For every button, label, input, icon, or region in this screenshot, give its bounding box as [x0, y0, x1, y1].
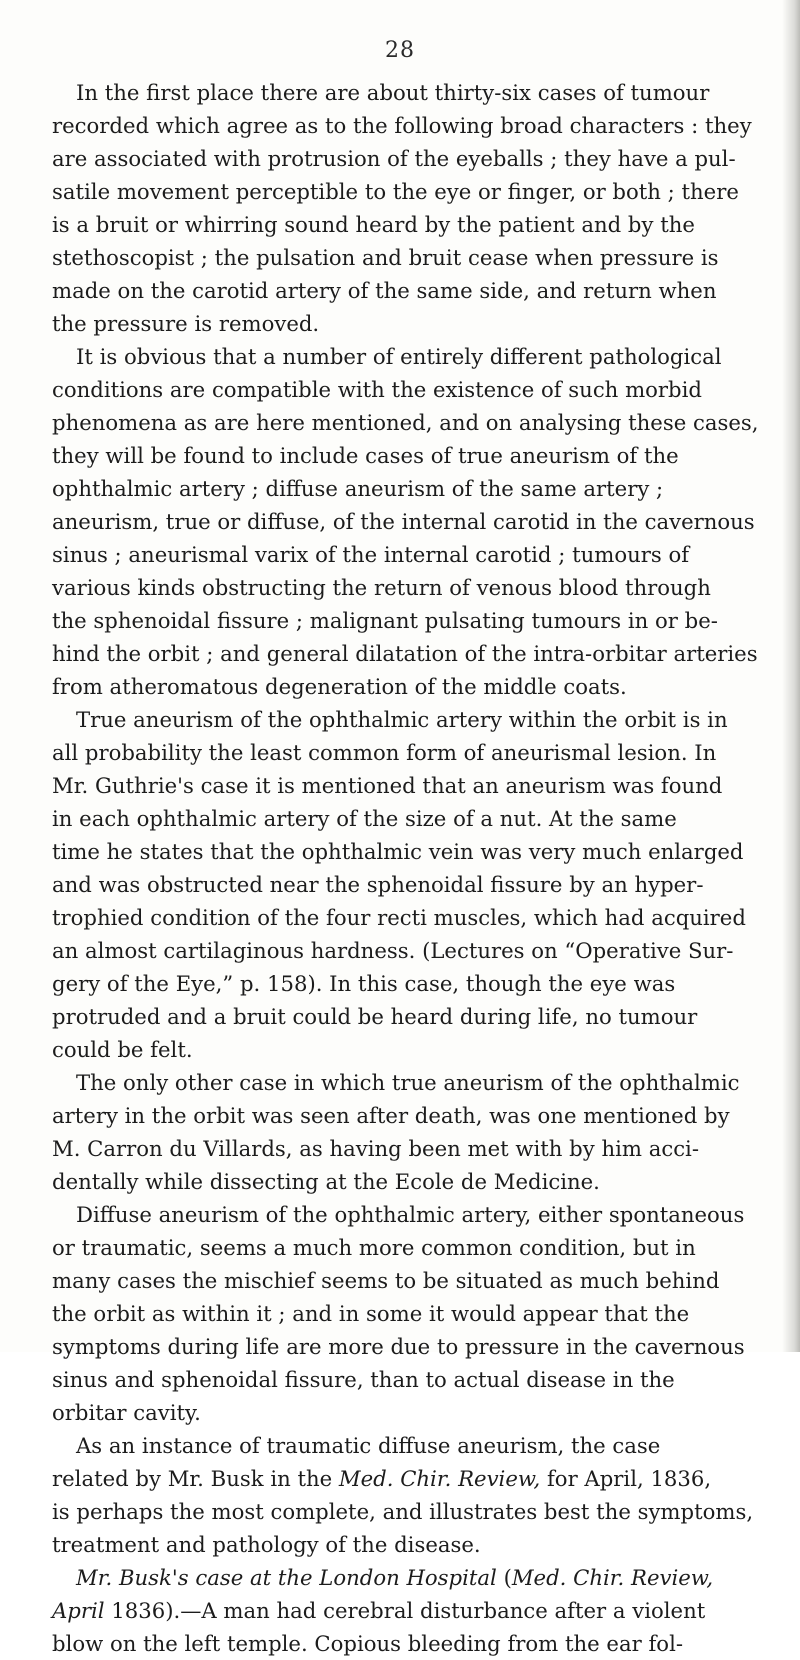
line-text: blow on the left temple. Copious bleeding from the ear fol-: [52, 1631, 684, 1656]
line-text: ophthalmic artery ; diffuse aneurism of the same artery ;: [52, 476, 664, 501]
line-text: could be felt.: [52, 1037, 193, 1062]
text-line: [52, 175, 757, 208]
line-text: recorded which agree as to the following broad characters : they: [52, 113, 752, 138]
text-line: [52, 1132, 757, 1165]
text-line: [52, 1297, 757, 1330]
line-text: sinus ; aneurismal varix of the internal carotid ; tumours of: [52, 542, 690, 567]
line-text: the orbit as within it ; and in some it would appear that the: [52, 1301, 690, 1326]
text-line: [52, 76, 757, 109]
line-text: M. Carron du Villards, as having been met with by him acci-: [52, 1136, 699, 1161]
text-line: [52, 703, 757, 736]
line-text: treatment and pathology of the disease.: [52, 1532, 481, 1557]
italic-text: Med. Chir. Review,: [338, 1466, 541, 1491]
line-text: It is obvious that a number of entirely different pathological: [76, 344, 722, 369]
text-line: [52, 835, 757, 868]
italic-text: Mr. Busk's case at the London Hospital: [76, 1565, 497, 1590]
line-text: related by Mr. Busk in the: [52, 1466, 339, 1491]
text-line: [52, 1000, 757, 1033]
line-text: gery of the Eye,” p. 158). In this case, though the eye was: [52, 971, 676, 996]
text-line: [52, 142, 757, 175]
line-text: True aneurism of the ophthalmic artery within the orbit is in: [76, 707, 728, 732]
text-line: [52, 967, 757, 1000]
line-text: The only other case in which true aneurism of the ophthalmic: [76, 1070, 740, 1095]
text-line: [52, 472, 757, 505]
page-edge-shadow: [782, 0, 800, 1352]
text-line: [52, 1627, 757, 1660]
text-line: [52, 1231, 757, 1264]
text-line: [52, 571, 757, 604]
text-line: [52, 637, 757, 670]
text-line: [52, 1165, 757, 1198]
line-text: satile movement perceptible to the eye or finger, or both ; there: [52, 179, 739, 204]
text-line: [52, 1528, 757, 1561]
line-text: many cases the mischief seems to be situated as much behind: [52, 1268, 720, 1293]
line-text: (: [496, 1565, 512, 1590]
text-line: [52, 109, 757, 142]
line-text: is perhaps the most complete, and illustrates best the symptoms,: [52, 1499, 754, 1524]
text-line: [52, 1264, 757, 1297]
line-text: are associated with protrusion of the eyeballs ; they have a pul-: [52, 146, 736, 171]
line-text: and was obstructed near the sphenoidal fissure by an hyper-: [52, 872, 704, 897]
line-text: Diffuse aneurism of the ophthalmic artery, either spontaneous: [76, 1202, 745, 1227]
text-line: [52, 340, 757, 373]
text-line: [52, 1033, 757, 1066]
text-line: [52, 670, 757, 703]
text-line: [52, 1330, 757, 1363]
text-line: [52, 208, 757, 241]
line-text: the sphenoidal fissure ; malignant pulsating tumours in or be-: [52, 608, 718, 633]
line-text: various kinds obstructing the return of venous blood through: [52, 575, 711, 600]
body-text: [52, 76, 757, 1660]
line-text: is a bruit or whirring sound heard by the patient and by the: [52, 212, 695, 237]
line-text: an almost cartilaginous hardness. (Lectures on “Operative Sur-: [52, 938, 734, 963]
text-line: [52, 868, 757, 901]
line-text: protruded and a bruit could be heard during life, no tumour: [52, 1004, 698, 1029]
line-text: the pressure is removed.: [52, 311, 320, 336]
line-text: or traumatic, seems a much more common condition, but in: [52, 1235, 696, 1260]
line-text: time he states that the ophthalmic vein was very much enlarged: [52, 839, 744, 864]
text-line: [52, 604, 757, 637]
text-line: [52, 1099, 757, 1132]
text-line: [52, 901, 757, 934]
text-line: [52, 505, 757, 538]
line-text: stethoscopist ; the pulsation and bruit cease when pressure is: [52, 245, 719, 270]
line-text: made on the carotid artery of the same side, and return when: [52, 278, 717, 303]
line-text: for April, 1836,: [540, 1466, 712, 1491]
line-text: conditions are compatible with the existence of such morbid: [52, 377, 702, 402]
line-text: Mr. Guthrie's case it is mentioned that an aneurism was found: [52, 773, 723, 798]
line-text: all probability the least common form of aneurismal lesion. In: [52, 740, 717, 765]
line-text: dentally while dissecting at the Ecole de Medicine.: [52, 1169, 600, 1194]
line-text: 1836).—A man had cerebral disturbance after a violent: [104, 1598, 706, 1623]
line-text: hind the orbit ; and general dilatation of the intra-orbitar arteries: [52, 641, 758, 666]
text-line: [52, 439, 757, 472]
text-line: [52, 769, 757, 802]
text-line: [52, 1396, 757, 1429]
line-text: symptoms during life are more due to pressure in the cavernous: [52, 1334, 745, 1359]
text-line: [52, 802, 757, 835]
line-text: in each ophthalmic artery of the size of a nut. At the same: [52, 806, 677, 831]
line-text: artery in the orbit was seen after death, was one mentioned by: [52, 1103, 730, 1128]
line-text: In the first place there are about thirty-six cases of tumour: [76, 80, 710, 105]
text-line: [52, 1594, 757, 1627]
line-text: orbitar cavity.: [52, 1400, 201, 1425]
text-line: [52, 1066, 757, 1099]
italic-text: April: [52, 1598, 105, 1623]
text-line: [52, 1363, 757, 1396]
text-line: [52, 307, 757, 340]
page-number: 28: [385, 38, 415, 63]
text-line: [52, 736, 757, 769]
text-line: [52, 1429, 757, 1462]
text-line: [52, 538, 757, 571]
line-text: they will be found to include cases of true aneurism of the: [52, 443, 679, 468]
line-text: As an instance of traumatic diffuse aneurism, the case: [76, 1433, 661, 1458]
text-line: [52, 1462, 757, 1495]
text-line: [52, 406, 757, 439]
line-text: aneurism, true or diffuse, of the internal carotid in the cavernous: [52, 509, 755, 534]
line-text: from atheromatous degeneration of the middle coats.: [52, 674, 627, 699]
text-line: [52, 373, 757, 406]
text-line: [52, 1495, 757, 1528]
italic-text: Med. Chir. Review,: [511, 1565, 714, 1590]
text-line: [52, 274, 757, 307]
line-text: trophied condition of the four recti muscles, which had acquired: [52, 905, 746, 930]
line-text: phenomena as are here mentioned, and on analysing these cases,: [52, 410, 759, 435]
line-text: sinus and sphenoidal fissure, than to actual disease in the: [52, 1367, 675, 1392]
text-line: [52, 1561, 757, 1594]
text-line: [52, 241, 757, 274]
text-line: [52, 934, 757, 967]
text-line: [52, 1198, 757, 1231]
